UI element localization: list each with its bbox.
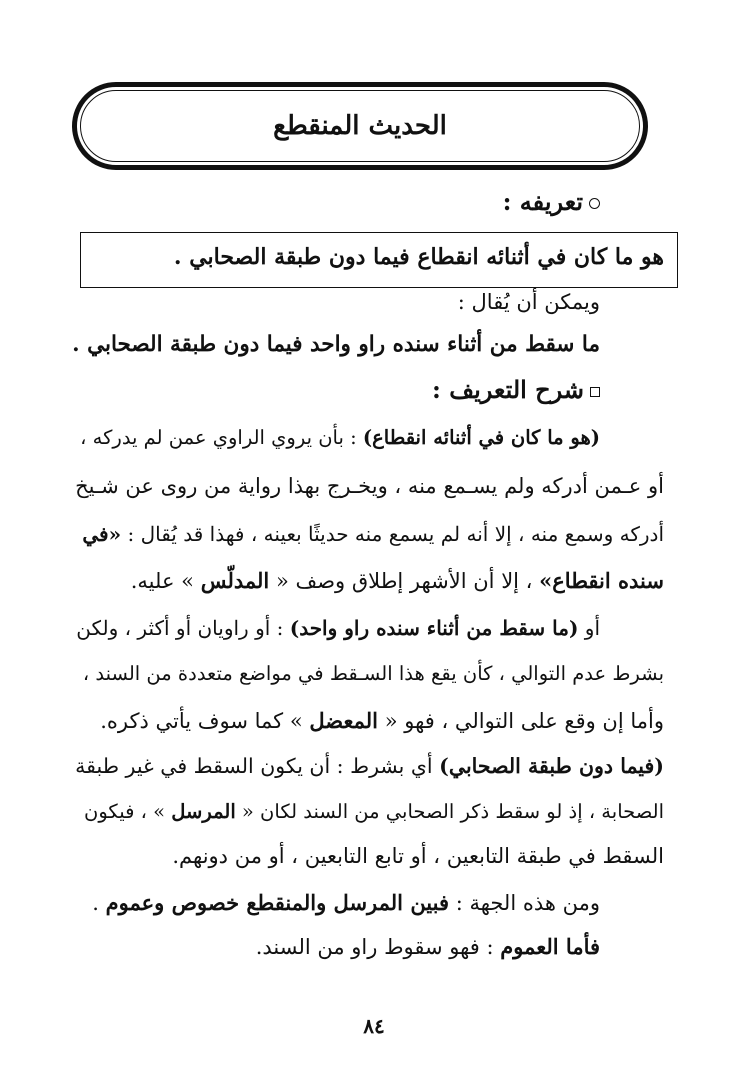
p1-line2: أو عـمن أدركه ولم يسـمع منه ، ويخـرج بهذا رواية من روى عن شـيخ (75, 474, 664, 498)
p3-line1-text: أي بشرط : أن يكون السقط في غير طبقة (75, 754, 440, 778)
p5-text: : فهو سقوط راو من السند. (255, 935, 501, 959)
p3-line3: السقط في طبقة التابعين ، أو تابع التابعين ، أو من دونهم. (172, 844, 664, 868)
alt-definition: ما سقط من أثناء سنده راو واحد فيما دون طبقة الصحابي . (72, 332, 600, 357)
p2-line3-end: » كما سوف يأتي ذكره. (100, 709, 310, 733)
p2-term: (ما سقط من أثناء سنده راو واحد) (289, 616, 579, 640)
p1-line1 (80, 428, 600, 448)
p2-line3 (100, 710, 664, 732)
p3-line2 (84, 802, 664, 822)
p4-pre: ومن هذه الجهة : (449, 891, 600, 915)
alt-intro: ويمكن أن يُقال : (457, 290, 600, 314)
p2-term-muadal: المعضل (309, 708, 379, 733)
p4-bold: فبين المرسل والمنقطع خصوص وعموم (105, 890, 450, 915)
p4-end: . (92, 891, 106, 915)
circle-bullet-icon (589, 198, 600, 209)
p3-term-mursal: المرسل (171, 800, 236, 823)
p3-line2-pre: الصحابة ، إذ لو سقط ذكر الصحابي من السند لكان « (235, 800, 664, 823)
title-frame-inner (80, 90, 640, 162)
p2-line1-text: : أو راويان أو أكثر ، ولكن (76, 616, 290, 640)
p3-line1 (75, 756, 664, 777)
definition-text: هو ما كان في أثنائه انقطاع فيما دون طبقة الصحابي . (173, 244, 664, 270)
p1-quote-start: «في (82, 522, 122, 546)
page-title: الحديث المنقطع (273, 111, 447, 141)
p3-term: (فيما دون طبقة الصحابي) (439, 754, 664, 778)
p2-line1 (76, 618, 600, 638)
p1-quote-end: سنده انقطاع» (539, 568, 664, 593)
p3-line2-end: » ، فيكون (84, 800, 172, 823)
p1-line4 (131, 570, 664, 592)
p2-prefix: أو (578, 616, 600, 640)
p2-line3-pre: وأما إن وقع على التوالي ، فهو « (378, 709, 664, 733)
explanation-heading (432, 375, 600, 404)
p1-term: (هو ما كان في أثنائه انقطاع) (362, 426, 600, 449)
p1-term-mudallas: المدلّس (200, 568, 270, 593)
definition-heading-text: تعريفه : (502, 187, 583, 216)
p5-term: فأما العموم (500, 934, 600, 959)
p1-line4-mid: ، إلا أن الأشهر إطلاق وصف « (269, 569, 540, 593)
p1-line1-text: : بأن يروي الراوي عمن لم يدركه ، (80, 426, 363, 449)
definition-heading (502, 187, 600, 216)
square-bullet-icon (590, 387, 600, 397)
p2-line2: بشرط عدم التوالي ، كأن يقع هذا السـقط في مواضع متعددة من السند ، (82, 662, 664, 685)
page-number: ٨٤ (363, 1014, 385, 1038)
p4-line (92, 892, 600, 914)
p1-line4-end: » عليه. (130, 569, 201, 593)
explanation-heading-text: شرح التعريف : (432, 375, 584, 404)
p1-line3 (82, 524, 664, 544)
p1-line3-text: أدركه وسمع منه ، إلا أنه لم يسمع منه حديثًا بعينه ، فهذا قد يُقال : (121, 522, 664, 546)
p5-line (256, 936, 600, 958)
